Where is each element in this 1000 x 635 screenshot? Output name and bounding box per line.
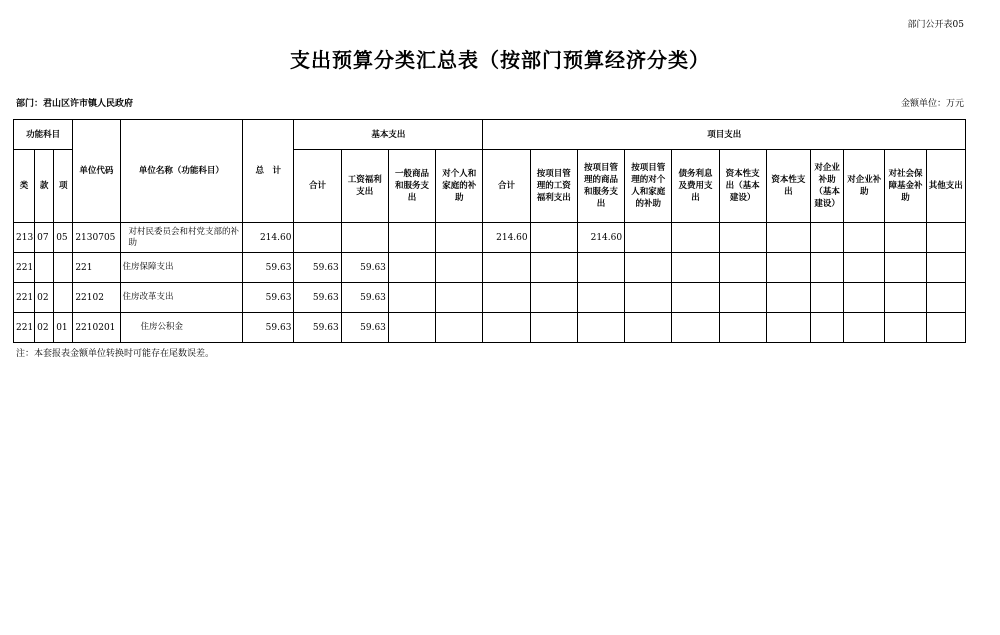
cell-kuan: 07	[35, 223, 54, 253]
header-project-col: 对企业补助（基本建设）	[811, 150, 844, 223]
header-project-col: 按项目管理的工资福利支出	[530, 150, 577, 223]
header-project-col: 资本性支出（基本建设）	[719, 150, 766, 223]
header-project-col: 债务利息及费用支出	[672, 150, 719, 223]
cell-debt	[672, 313, 719, 343]
cell-wage: 59.63	[341, 313, 388, 343]
header-total: 总 计	[243, 120, 294, 223]
cell-social	[885, 313, 926, 343]
cell-proj-total	[483, 313, 530, 343]
cell-xiang	[54, 253, 73, 283]
cell-proj-family	[625, 283, 672, 313]
cell-goods	[388, 223, 435, 253]
cell-debt	[672, 253, 719, 283]
cell-kuan: 02	[35, 283, 54, 313]
cell-xiang: 01	[54, 313, 73, 343]
cell-wage: 59.63	[341, 283, 388, 313]
header-project-col: 合计	[483, 150, 530, 223]
table-row	[14, 223, 966, 253]
cell-total: 59.63	[243, 253, 294, 283]
cell-ent	[844, 223, 885, 253]
cell-cap-basic	[719, 253, 766, 283]
cell-lei: 221	[14, 253, 35, 283]
cell-cap	[766, 223, 810, 253]
header-project-col: 其他支出	[926, 150, 965, 223]
cell-ent-basic	[811, 223, 844, 253]
header-project-col: 对社会保障基金补助	[885, 150, 926, 223]
cell-total: 59.63	[243, 283, 294, 313]
cell-lei: 221	[14, 283, 35, 313]
header-project-col: 对企业补助	[844, 150, 885, 223]
cell-kuan: 02	[35, 313, 54, 343]
header-project-col: 按项目管理的商品和服务支出	[577, 150, 624, 223]
cell-total: 59.63	[243, 313, 294, 343]
cell-code: 221	[73, 253, 120, 283]
cell-family	[436, 253, 483, 283]
header-kuan: 款	[35, 150, 54, 223]
cell-basic-total	[294, 223, 341, 253]
cell-ent-basic	[811, 253, 844, 283]
cell-xiang: 05	[54, 223, 73, 253]
cell-proj-goods	[577, 313, 624, 343]
cell-family	[436, 223, 483, 253]
footnote: 注：本套报表金额单位转换时可能存在尾数误差。	[16, 349, 215, 359]
cell-family	[436, 283, 483, 313]
cell-other	[926, 313, 965, 343]
table-row	[14, 253, 966, 283]
cell-proj-total	[483, 283, 530, 313]
cell-kuan	[35, 253, 54, 283]
cell-social	[885, 283, 926, 313]
cell-proj-wage	[530, 313, 577, 343]
page-title: 支出预算分类汇总表（按部门预算经济分类）	[290, 48, 710, 72]
cell-name: 对村民委员会和村党支部的补助	[120, 223, 243, 253]
cell-ent-basic	[811, 313, 844, 343]
cell-cap	[766, 313, 810, 343]
cell-other	[926, 253, 965, 283]
cell-name: 住房改革支出	[120, 283, 243, 313]
cell-proj-goods	[577, 253, 624, 283]
header-basic-col: 合计	[294, 150, 341, 223]
header-xiang: 项	[54, 150, 73, 223]
header-unit-name: 单位名称（功能科目）	[120, 120, 243, 223]
cell-name: 住房保障支出	[120, 253, 243, 283]
cell-proj-wage	[530, 223, 577, 253]
cell-proj-family	[625, 313, 672, 343]
cell-ent-basic	[811, 283, 844, 313]
cell-wage: 59.63	[341, 253, 388, 283]
cell-proj-goods: 214.60	[577, 223, 624, 253]
cell-cap-basic	[719, 313, 766, 343]
header-func-subject: 功能科目	[14, 120, 73, 150]
cell-cap-basic	[719, 283, 766, 313]
cell-proj-total	[483, 253, 530, 283]
cell-lei: 213	[14, 223, 35, 253]
table-row	[14, 313, 966, 343]
header-project-expenditure: 项目支出	[483, 120, 966, 150]
cell-basic-total: 59.63	[294, 313, 341, 343]
department-label: 部门：君山区许市镇人民政府	[16, 99, 134, 109]
header-project-col: 按项目管理的对个人和家庭的补助	[625, 150, 672, 223]
cell-debt	[672, 223, 719, 253]
cell-proj-goods	[577, 283, 624, 313]
cell-cap	[766, 283, 810, 313]
header-basic-col: 对个人和家庭的补助	[436, 150, 483, 223]
cell-proj-family	[625, 253, 672, 283]
cell-family	[436, 313, 483, 343]
cell-total: 214.60	[243, 223, 294, 253]
expenditure-table	[13, 119, 966, 343]
cell-proj-family	[625, 223, 672, 253]
header-basic-col: 一般商品和服务支出	[388, 150, 435, 223]
cell-social	[885, 253, 926, 283]
table-row	[14, 283, 966, 313]
cell-ent	[844, 283, 885, 313]
cell-wage	[341, 223, 388, 253]
cell-debt	[672, 283, 719, 313]
form-number: 部门公开表05	[907, 20, 964, 30]
cell-code: 2130705	[73, 223, 120, 253]
header-basic-col: 工资福利支出	[341, 150, 388, 223]
cell-lei: 221	[14, 313, 35, 343]
cell-proj-wage	[530, 253, 577, 283]
cell-code: 22102	[73, 283, 120, 313]
cell-cap	[766, 253, 810, 283]
cell-basic-total: 59.63	[294, 283, 341, 313]
cell-goods	[388, 253, 435, 283]
cell-basic-total: 59.63	[294, 253, 341, 283]
cell-code: 2210201	[73, 313, 120, 343]
header-lei: 类	[14, 150, 35, 223]
cell-cap-basic	[719, 223, 766, 253]
amount-unit-label: 金额单位：万元	[900, 99, 964, 109]
cell-goods	[388, 283, 435, 313]
cell-xiang	[54, 283, 73, 313]
header-unit-code: 单位代码	[73, 120, 120, 223]
cell-name: 住房公积金	[120, 313, 243, 343]
cell-proj-wage	[530, 283, 577, 313]
header-project-col: 资本性支出	[766, 150, 810, 223]
cell-ent	[844, 253, 885, 283]
cell-proj-total: 214.60	[483, 223, 530, 253]
cell-other	[926, 283, 965, 313]
cell-social	[885, 223, 926, 253]
cell-other	[926, 223, 965, 253]
cell-goods	[388, 313, 435, 343]
header-basic-expenditure: 基本支出	[294, 120, 483, 150]
cell-ent	[844, 313, 885, 343]
